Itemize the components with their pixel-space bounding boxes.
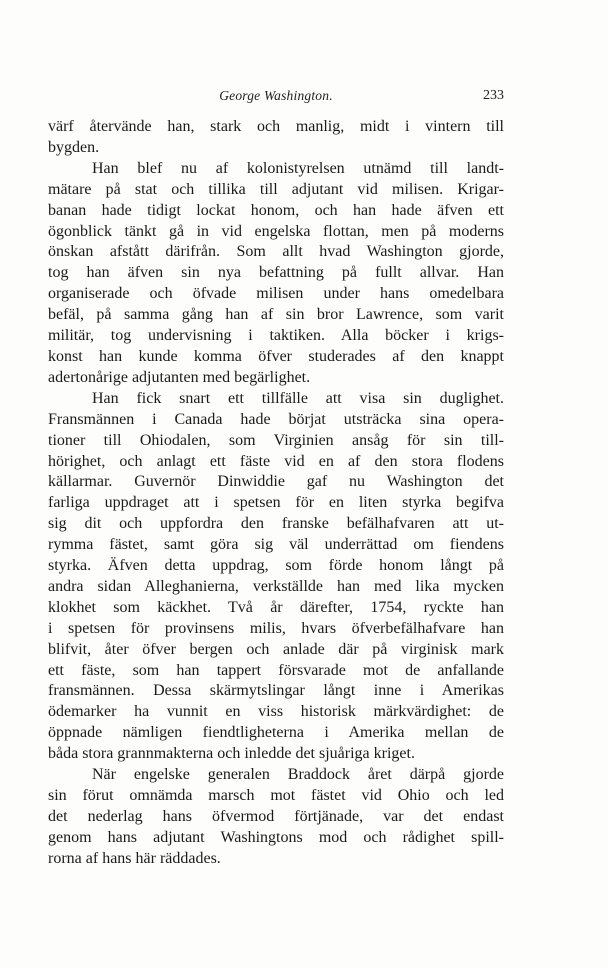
text-line: rorna af hans här räddades. [48,849,221,867]
text-line: båda stora grannmakterna och inledde det sjuåriga kriget. [48,745,415,763]
text-line: befäl, på samma gång han af sin bror Lawrence, som varit [48,306,504,324]
running-title: George Washington. [219,88,333,103]
text-line: tioner till Ohiodalen, som Virginien ansåg för sin till- [48,431,504,449]
text-line: tog han äfven sin nya befattning på fullt allvar. Han [48,264,504,282]
text-line: adertonårige adjutanten med begärlighet. [48,368,311,386]
body-text [48,117,504,870]
text-line: sin förut omnämda marsch mot fästet vid Ohio och led [48,787,504,804]
text-line: källarmar. Guvernör Dinwiddie gaf nu Washington det [48,473,504,491]
text-line: blifvit, åter öfver bergen och anlade där på virginisk mark [48,640,504,658]
paragraph [48,117,504,159]
text-line: fransmännen. Dessa skärmytslingar långt inne i Amerikas [48,682,504,700]
text-line: militär, tog undervisning i taktiken. Alla böcker i krigs- [48,327,504,345]
paragraph [48,765,504,870]
text-line: genom hans adjutant Washingtons mod och rådighet spill- [48,828,504,846]
text-line: sig dit och uppfordra den franske befälhafvaren att ut- [48,515,504,533]
text-line: hörighet, och anlagt ett fäste vid en af den stora flodens [48,452,504,470]
text-line: organiserade och öfvade milisen under hans omedelbara [48,285,504,303]
text-line: banan hade tidigt lockat honom, och han hade äfven ett [48,201,504,219]
text-line: klokhet som käckhet. Två år därefter, 1754, ryckte han [48,598,504,616]
text-line: konst han kunde komma öfver studerades af den knappt [48,347,504,365]
text-line: ödemarker ha vunnit en viss historisk märkvärdighet: de [48,703,504,721]
text-line: styrka. Äfven detta uppdrag, som förde honom långt på [48,557,504,575]
text-line: mätare på stat och tillika till adjutant vid milisen. Krigar- [48,180,504,198]
running-head [48,88,504,110]
paragraph [48,159,504,389]
text-line: farliga uppdraget att i spetsen för en liten styrka begifva [48,494,504,512]
text-line: i spetsen för provinsens milis, hvars öfverbefälhafvare han [48,619,504,637]
page-number: 233 [483,88,504,103]
text-line: bygden. [48,138,100,156]
text-line: När engelske generalen Braddock året därpå gjorde [92,766,504,784]
text-line: Fransmännen i Canada hade börjat utsträcka sina opera- [48,410,504,428]
text-line: ett fäste, som han tappert försvarade mot de anfallande [48,661,504,679]
text-line: Han blef nu af kolonistyrelsen utnämd till landt- [92,159,504,177]
text-line: värf återvände han, stark och manlig, midt i vintern till [48,118,504,135]
text-line: önskan afstått därifrån. Som allt hvad Washington gjorde, [48,243,504,261]
text-line: rymma fästet, samt göra sig väl underrättad om fiendens [48,536,504,554]
text-line: Han fick snart ett tillfälle att visa sin duglighet. [92,389,504,407]
text-line: ögonblick tänkt gå in vid engelska flottan, men på moderns [48,222,504,240]
text-line: det nederlag hans öfvermod förtjänade, var det endast [48,807,504,825]
text-line: andra sidan Alleghanierna, verkställde han med lika mycken [48,577,504,595]
paragraph [48,389,504,765]
text-line: öppnade nämligen fiendtligheterna i Amerika mellan de [48,724,504,742]
